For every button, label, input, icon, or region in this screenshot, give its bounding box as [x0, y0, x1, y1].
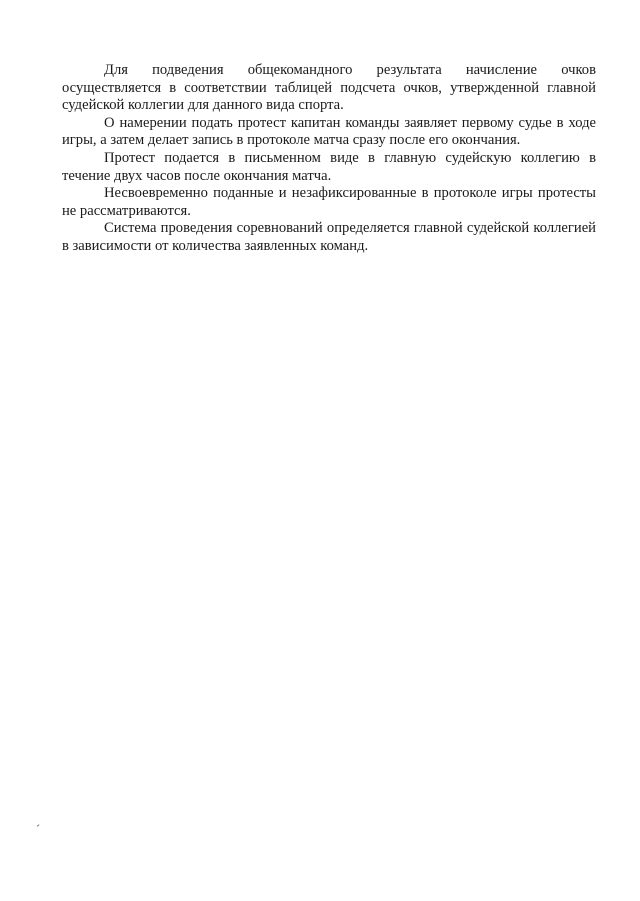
paragraph-late-protests: Несвоевременно поданные и незафиксированные в протоколе игры протесты не рассматриваются.	[62, 185, 596, 219]
paragraph-protest-submission: Протест подается в письменном виде в главную судейскую коллегию в течение двух часов после окончания матча.	[62, 149, 596, 184]
stray-mark: ˊ	[36, 822, 40, 836]
paragraph-competition-system: Система проведения соревнований определяется главной судейской коллегией в зависимости от количества заявленных команд.	[62, 220, 596, 254]
paragraph-scoring: Для подведения общекомандного результата начисление очков осуществляется в соответствии таблицей подсчета очков, утвержденной главной судейской коллегии для данного вида спорта.	[62, 62, 596, 114]
document-body	[62, 62, 596, 256]
paragraph-protest-notice: О намерении подать протест капитан команды заявляет первому судье в ходе игры, а затем делает запись в протоколе матча сразу после его окончания.	[62, 114, 596, 149]
